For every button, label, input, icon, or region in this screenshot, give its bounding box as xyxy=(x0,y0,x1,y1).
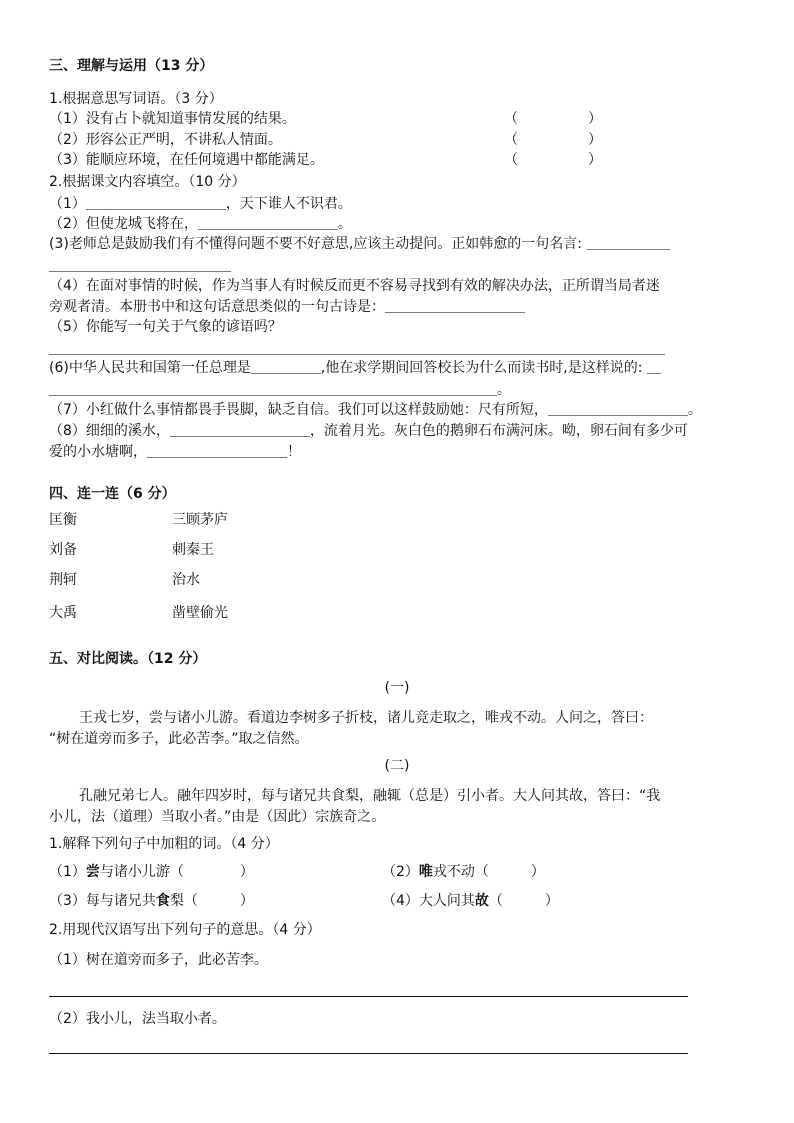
s3-q1-blank-2[interactable]: （ ） xyxy=(504,132,602,148)
item-suffix[interactable]: 梨（ ） xyxy=(169,893,254,909)
s5-q2-title: 2.用现代汉语写出下列句子的意思。（4 分） xyxy=(49,922,321,938)
s3-q2-line: ＿＿＿＿＿＿＿＿＿＿＿＿＿＿＿＿＿＿＿＿＿＿＿＿＿＿＿＿＿＿＿＿。 xyxy=(49,382,511,398)
s3-q2-line: (3)老师总是鼓励我们有不懂得问题不要不好意思,应该主动提问。正如韩愈的一句名言: ＿＿＿＿＿＿ xyxy=(49,236,671,252)
s3-q1-blank-1[interactable]: （ ） xyxy=(504,111,602,127)
s3-q2-line: （2）但使龙城飞将在，＿＿＿＿＿＿＿＿＿＿。 xyxy=(49,216,352,232)
item-prefix: （3）每与诸兄共 xyxy=(49,893,156,909)
passage-2-line: 小儿，法（道理）当取小者。”由是（因此）宗族奇之。 xyxy=(49,809,386,825)
match-left-item[interactable]: 大禹 xyxy=(49,605,77,621)
s5-q1-item-4 xyxy=(382,891,559,911)
s5-q1-item-2 xyxy=(382,862,545,882)
s3-q1-item-1: （1）没有占卜就知道事情发展的结果。 xyxy=(49,111,296,127)
s5-q2-item-2: （2）我小儿，法当取小者。 xyxy=(49,1011,226,1027)
item-suffix[interactable]: （ ） xyxy=(488,893,559,909)
bold-word: 故 xyxy=(474,893,489,909)
bold-word: 唯 xyxy=(418,864,433,880)
s3-q2-line: (6)中华人民共和国第一任总理是＿＿＿＿＿,他在求学期间回答校长为什么而读书时,是这样说的: ＿ xyxy=(49,360,661,376)
s5-q1-item-3 xyxy=(49,891,254,911)
passage-2-line: 孔融兄弟七人。融年四岁时，每与诸兄共食梨，融辄（总是）引小者。大人问其故，答曰：“我 xyxy=(79,788,661,804)
s3-q1-title: 1.根据意思写词语。（3 分） xyxy=(49,91,223,107)
s3-q2-line: （8）细细的溪水，＿＿＿＿＿＿＿＿＿＿，流着月光。灰白色的鹅卵石布满河床。呦，卵石间有多少可 xyxy=(49,423,688,439)
match-right-item[interactable]: 刺秦王 xyxy=(172,542,214,558)
passage-1-line: “树在道旁而多子，此必苦李。”取之信然。 xyxy=(49,731,309,747)
match-right-item[interactable]: 凿壁偷光 xyxy=(172,605,228,621)
item-prefix: （2） xyxy=(382,864,419,880)
item-prefix: （1） xyxy=(49,864,86,880)
section-5-heading: 五、对比阅读。（12 分） xyxy=(49,651,207,667)
s3-q2-line: （5）你能写一句关于气象的谚语吗？ xyxy=(49,319,282,335)
s3-q2-line: ＿＿＿＿＿＿＿＿＿＿＿＿＿＿＿＿＿＿＿＿＿＿＿＿＿＿＿＿＿＿＿＿＿＿＿＿＿＿＿＿＿＿＿＿ xyxy=(49,341,665,357)
match-right-item[interactable]: 三顾茅庐 xyxy=(172,512,228,528)
passage-1-label: (一) xyxy=(384,680,410,696)
item-suffix[interactable]: 与诸小儿游（ ） xyxy=(99,864,254,880)
s3-q1-item-2: （2）形容公正严明，不讲私人情面。 xyxy=(49,132,282,148)
s3-q2-line: ＿＿＿＿＿＿＿＿＿＿＿＿＿ xyxy=(49,258,231,274)
bold-word: 食 xyxy=(155,893,170,909)
s3-q2-line: 爱的小水塘啊，＿＿＿＿＿＿＿＿＿＿！ xyxy=(49,444,301,460)
answer-line[interactable] xyxy=(49,1053,688,1054)
match-left-item[interactable]: 刘备 xyxy=(49,542,77,558)
s3-q2-title: 2.根据课文内容填空。（10 分） xyxy=(49,174,246,190)
passage-1-line: 王戎七岁，尝与诸小儿游。看道边李树多子折枝，诸儿竞走取之，唯戎不动。人问之，答曰： xyxy=(79,710,653,726)
match-left-item[interactable]: 荆轲 xyxy=(49,572,77,588)
bold-word: 尝 xyxy=(85,864,100,880)
s3-q1-blank-3[interactable]: （ ） xyxy=(504,152,602,168)
match-right-item[interactable]: 治水 xyxy=(172,572,200,588)
answer-line[interactable] xyxy=(49,996,688,997)
s3-q1-item-3: （3）能顺应环境，在任何境遇中都能满足。 xyxy=(49,152,324,168)
section-3-heading: 三、理解与运用（13 分） xyxy=(49,58,214,74)
item-suffix[interactable]: 戎不动（ ） xyxy=(432,864,545,880)
s3-q2-line: （7）小红做什么事情都畏手畏脚，缺乏自信。我们可以这样鼓励她：尺有所短，＿＿＿＿＿＿＿＿＿＿。 xyxy=(49,402,702,418)
s5-q2-item-1: （1）树在道旁而多子，此必苦李。 xyxy=(49,952,268,968)
passage-2-label: (二) xyxy=(384,758,410,774)
s5-q1-item-1 xyxy=(49,862,254,882)
match-left-item[interactable]: 匡衡 xyxy=(49,512,77,528)
item-prefix: （4）大人问其 xyxy=(382,893,475,909)
s3-q2-line: （1）＿＿＿＿＿＿＿＿＿＿，天下谁人不识君。 xyxy=(49,196,352,212)
section-4-heading: 四、连一连（6 分） xyxy=(49,486,176,502)
s3-q2-line: （4）在面对事情的时候，作为当事人有时候反而更不容易寻找到有效的解决办法，正所谓当局者迷 xyxy=(49,278,660,294)
s3-q2-line: 旁观者清。本册书中和这句话意思类似的一句古诗是：＿＿＿＿＿＿＿＿＿＿ xyxy=(49,299,525,315)
s5-q1-title: 1.解释下列句子中加粗的词。（4 分） xyxy=(49,836,279,852)
